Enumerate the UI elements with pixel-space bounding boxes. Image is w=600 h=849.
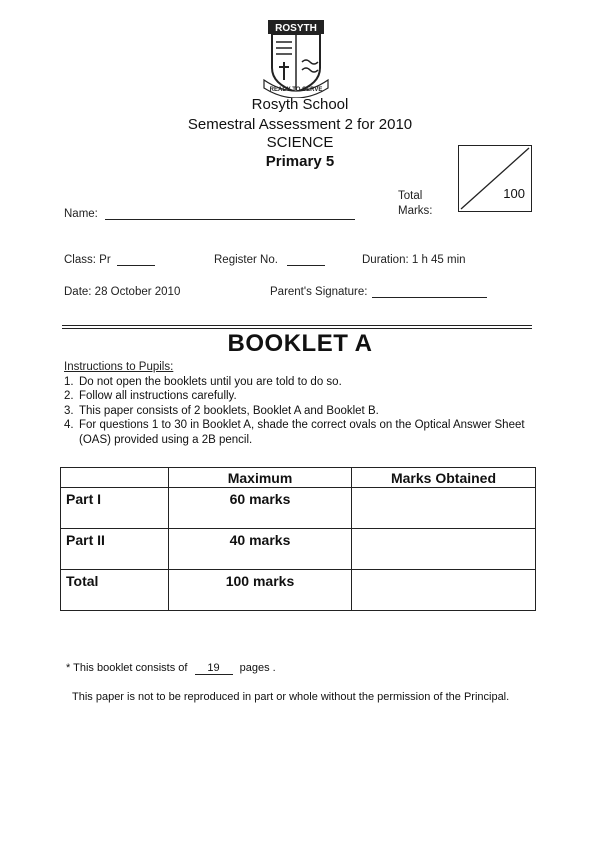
item-text: For questions 1 to 30 in Booklet A, shade the correct ovals on the Optical Answer Sheet (OAS) provided using a 2B pencil. xyxy=(79,419,525,446)
total-label: Total xyxy=(398,190,423,202)
instructions xyxy=(64,360,544,447)
pages-prefix: * This booklet consists of xyxy=(66,662,188,674)
crest-shield-icon xyxy=(262,18,330,98)
school-name: Rosyth School xyxy=(251,96,349,113)
column-header xyxy=(61,468,169,488)
pages-suffix: pages . xyxy=(239,662,276,674)
pages-note xyxy=(66,662,276,675)
class-label: Class: Pr xyxy=(64,254,111,266)
parent-signature-field[interactable] xyxy=(372,297,487,298)
svg-text:READY TO SERVE: READY TO SERVE xyxy=(269,87,323,93)
divider xyxy=(62,328,532,329)
class-field[interactable] xyxy=(117,265,155,266)
item-number: 1. xyxy=(64,375,74,388)
total-marks-value: 100 xyxy=(503,186,525,201)
item-number: 3. xyxy=(64,404,74,417)
column-header-maximum: Maximum xyxy=(169,468,352,488)
booklet-title: BOOKLET A xyxy=(227,330,373,357)
register-label: Register No. xyxy=(214,254,278,266)
name-field[interactable] xyxy=(105,219,355,220)
marks-label: Marks: xyxy=(398,205,433,217)
instructions-list xyxy=(64,375,544,448)
row-maximum: 100 marks xyxy=(169,570,352,611)
parent-signature-label: Parent's Signature: xyxy=(270,286,368,298)
row-obtained[interactable] xyxy=(352,529,536,570)
list-item xyxy=(64,418,539,447)
date-text: Date: 28 October 2010 xyxy=(64,286,181,298)
table-row xyxy=(61,529,536,570)
register-field[interactable] xyxy=(287,265,325,266)
duration-text: Duration: 1 h 45 min xyxy=(362,254,466,266)
diagonal-line-icon xyxy=(459,146,531,211)
row-label: Total xyxy=(61,570,169,611)
assessment-title: Semestral Assessment 2 for 2010 xyxy=(187,116,413,133)
row-maximum: 60 marks xyxy=(169,488,352,529)
row-maximum: 40 marks xyxy=(169,529,352,570)
divider xyxy=(62,325,532,326)
item-text: Do not open the booklets until you are told to do so. xyxy=(79,375,342,388)
school-crest xyxy=(262,18,330,98)
table-row xyxy=(61,570,536,611)
subject-title: SCIENCE xyxy=(266,134,334,151)
list-item xyxy=(64,375,544,390)
row-obtained[interactable] xyxy=(352,570,536,611)
marks-table xyxy=(60,467,536,611)
row-obtained[interactable] xyxy=(352,488,536,529)
list-item xyxy=(64,389,544,404)
instructions-heading: Instructions to Pupils: xyxy=(64,361,174,373)
name-label: Name: xyxy=(64,208,98,220)
level-title: Primary 5 xyxy=(265,153,335,170)
item-number: 2. xyxy=(64,390,74,402)
table-header-row xyxy=(61,468,536,488)
item-number: 4. xyxy=(64,419,74,431)
item-text: Follow all instructions carefully. xyxy=(79,390,237,402)
column-header-marks-obtained: Marks Obtained xyxy=(352,468,536,488)
list-item xyxy=(64,404,544,419)
copyright-notice: This paper is not to be reproduced in part or whole without the permission of the Principal. xyxy=(72,691,510,703)
row-label: Part II xyxy=(61,529,169,570)
pages-count: 19 xyxy=(195,662,233,675)
total-marks-box xyxy=(458,145,532,212)
row-label: Part I xyxy=(61,488,169,529)
item-text: This paper consists of 2 booklets, Booklet A and Booklet B. xyxy=(79,404,379,417)
svg-text:ROSYTH: ROSYTH xyxy=(275,23,317,34)
table-row xyxy=(61,488,536,529)
